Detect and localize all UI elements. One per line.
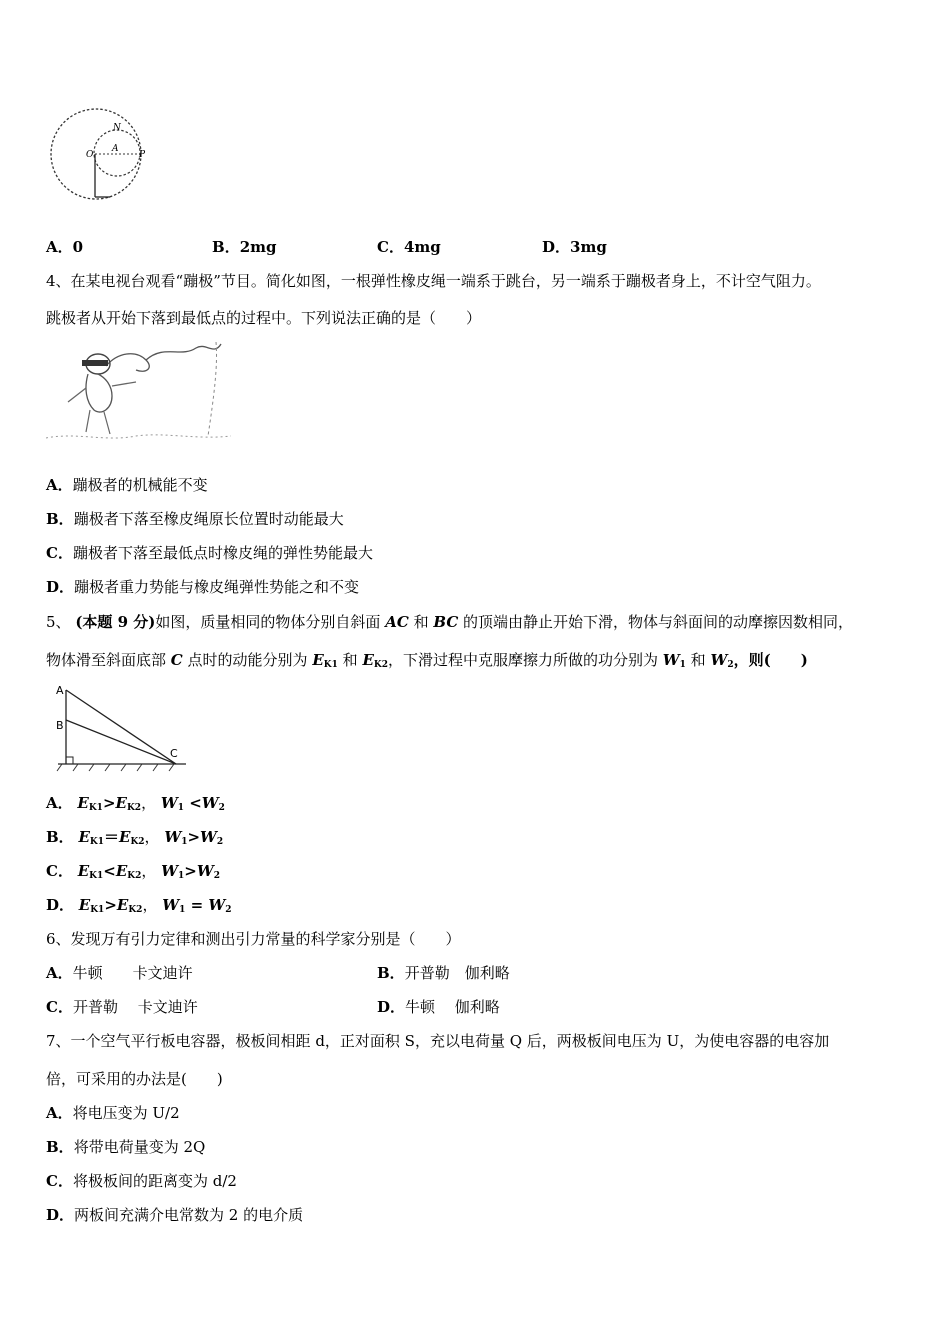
sub-1: 1 (679, 660, 686, 670)
relation: < (103, 862, 116, 880)
option-text: 将电压变为 U/2 (72, 1104, 180, 1122)
var-e: E (115, 794, 127, 812)
q7-stem-line1: 7、一个空气平行板电容器，极板间相距 d，正对面积 S，充以电荷量 Q 后，两极板间电压为 U，为使电容器的电容加 (46, 1032, 830, 1050)
option-text: 蹦极者的机械能不变 (72, 476, 208, 494)
option-key: B． (46, 1138, 74, 1156)
var-w: W (710, 651, 728, 669)
q4-option-d[interactable] (46, 576, 359, 597)
q7-stem-line2: 倍，可采用的办法是( ) (46, 1070, 223, 1088)
relation: > (187, 828, 201, 846)
var-w: W (164, 828, 182, 846)
option-text: 0 (72, 238, 84, 256)
option-text: 4mg (403, 238, 441, 256)
separator: ， (141, 794, 157, 812)
var-w: W (200, 828, 217, 846)
sub-1: 1 (177, 803, 184, 813)
var-w: W (208, 896, 226, 914)
option-text: 蹦极者下落至橡皮绳原长位置时动能最大 (73, 510, 344, 528)
var-e: E (77, 862, 90, 880)
var-e: E (312, 651, 324, 669)
option-key: A． (46, 964, 73, 982)
sub-k1: K1 (323, 660, 338, 670)
q4-option-c[interactable] (46, 542, 373, 563)
option-text: 两板间充满介电常数为 2 的电介质 (74, 1206, 304, 1224)
var-c: C (170, 651, 183, 669)
incline-figure (52, 682, 192, 774)
separator: ， (144, 828, 160, 846)
q5-text: 和 (413, 613, 429, 631)
separator: ， (141, 862, 157, 880)
sub-2: 2 (216, 837, 224, 847)
q4-stem-line1: 4、在某电视台观看“蹦极”节目。简化如图，一根弹性橡皮绳一端系于跳台，另一端系于蹦极者身上，不计空气阻力。 (46, 272, 821, 290)
var-e: E (119, 828, 131, 846)
label-a: A (112, 144, 119, 154)
q5-number: 5、 (46, 613, 71, 631)
q6-option-c[interactable] (46, 996, 198, 1017)
q5-text: 和 (690, 651, 706, 669)
var-e: E (362, 651, 374, 669)
q6-option-b[interactable] (377, 962, 510, 983)
q5-text: 物体滑至斜面底部 (46, 651, 167, 669)
circle-figure (46, 104, 156, 204)
var-w: W (160, 794, 178, 812)
var-e: E (116, 896, 129, 914)
option-text: 将带电荷量变为 2Q (73, 1138, 206, 1156)
option-key: D． (46, 1206, 75, 1224)
option-key: D． (377, 998, 406, 1016)
sub-k2: K2 (130, 837, 145, 847)
option-text: 开普勒 伽利略 (404, 964, 510, 982)
q5-text: 和 (342, 651, 358, 669)
option-key: D． (46, 578, 75, 596)
q6-stem: 6、发现万有引力定律和测出引力常量的科学家分别是（ ） (46, 930, 461, 948)
sub-2: 2 (213, 871, 220, 881)
relation: > (184, 862, 197, 880)
label-o: O (86, 150, 94, 160)
option-key: C． (46, 544, 73, 562)
q3-option-d[interactable]: D．3mg (542, 238, 607, 256)
var-e: E (78, 828, 90, 846)
option-text: 将极板间的距离变为 d/2 (72, 1172, 237, 1190)
label-c: C (170, 747, 178, 760)
q5-option-b[interactable] (46, 826, 223, 847)
sub-k1: K1 (90, 905, 105, 915)
sub-k1: K1 (89, 871, 104, 881)
sub-1: 1 (181, 837, 188, 847)
sub-2: 2 (225, 905, 232, 915)
option-text: 蹦极者重力势能与橡皮绳弹性势能之和不变 (74, 578, 360, 596)
q5-text: ，下滑过程中克服摩擦力所做的功分别为 (387, 651, 658, 669)
relation: > (104, 896, 117, 914)
q5-tag: (本题 9 分) (75, 613, 156, 631)
q4-stem-line2: 跳极者从开始下落到最低点的过程中。下列说法正确的是（ ） (46, 309, 482, 327)
var-w: W (161, 862, 179, 880)
q4-option-b[interactable] (46, 508, 344, 529)
option-key: C． (46, 998, 73, 1016)
q7-option-b[interactable] (46, 1136, 205, 1157)
separator: ， (142, 896, 158, 914)
q3-option-c[interactable]: C．4mg (377, 238, 441, 256)
sub-k2: K2 (128, 905, 143, 915)
sub-2: 2 (218, 803, 225, 813)
q5-text: 点时的动能分别为 (187, 651, 308, 669)
q5-text: 的顶端由静止开始下滑，物体与斜面间的动摩擦因数相同， (463, 613, 854, 631)
option-key: C． (46, 1172, 73, 1190)
relation: > (102, 794, 116, 812)
var-bc: BC (433, 613, 459, 631)
q7-option-c[interactable] (46, 1170, 237, 1191)
sub-k2: K2 (127, 871, 142, 881)
relation: < (183, 794, 202, 812)
option-key: A． (46, 794, 73, 812)
option-key: B． (377, 964, 405, 982)
sub-1: 1 (178, 871, 185, 881)
option-key: A (46, 238, 58, 256)
option-key: A． (46, 1104, 73, 1122)
option-key: C (377, 238, 389, 256)
var-e: E (77, 794, 89, 812)
q5-text: 如图，质量相同的物体分别自斜面 (155, 613, 381, 631)
option-text: 蹦极者下落至最低点时橡皮绳的弹性势能最大 (72, 544, 373, 562)
bungee-jumper-figure (46, 336, 231, 446)
relation: ＝ (104, 828, 120, 846)
q3-option-a[interactable]: A．0 (46, 238, 84, 256)
var-e: E (78, 896, 91, 914)
var-ac: AC (385, 613, 409, 631)
sub-1: 1 (179, 905, 186, 915)
var-w: W (196, 862, 214, 880)
q5-option-d[interactable] (46, 894, 232, 915)
q6-option-d[interactable] (377, 996, 500, 1017)
option-text: 3mg (570, 238, 607, 256)
q6-option-a[interactable] (46, 962, 193, 983)
option-key: B． (46, 828, 74, 846)
var-w: W (201, 794, 219, 812)
var-e: E (115, 862, 128, 880)
sub-2: 2 (727, 660, 734, 670)
label-b: B (56, 719, 64, 732)
label-n: N (113, 123, 121, 133)
label-a: A (56, 684, 64, 697)
option-key: C． (46, 862, 73, 880)
q4-option-a[interactable] (46, 474, 208, 495)
option-text: 2mg (239, 238, 277, 256)
option-key: D (542, 238, 556, 256)
q5-option-a[interactable] (46, 792, 225, 813)
var-w: W (162, 896, 180, 914)
label-p: P (139, 150, 146, 160)
option-text: 牛顿 卡文迪许 (72, 964, 193, 982)
sub-k1: K1 (88, 803, 103, 813)
q5-text: ，则( ) (733, 651, 808, 669)
q5-stem-line1 (46, 611, 853, 632)
var-w: W (662, 651, 680, 669)
q7-option-d[interactable] (46, 1204, 303, 1225)
sub-k2: K2 (126, 803, 142, 813)
q5-stem-line2 (46, 649, 808, 670)
relation: = (185, 896, 209, 914)
sub-k1: K1 (89, 837, 104, 847)
q7-option-a[interactable] (46, 1102, 180, 1123)
option-key: D． (46, 896, 75, 914)
sub-k2: K2 (373, 660, 388, 670)
q5-option-c[interactable] (46, 860, 220, 881)
option-key: A． (46, 476, 73, 494)
option-key: B． (46, 510, 74, 528)
option-text: 牛顿 伽利略 (405, 998, 500, 1016)
option-key: B (212, 238, 225, 256)
option-text: 开普勒 卡文迪许 (72, 998, 198, 1016)
q3-option-b[interactable]: B．2mg (212, 238, 277, 256)
